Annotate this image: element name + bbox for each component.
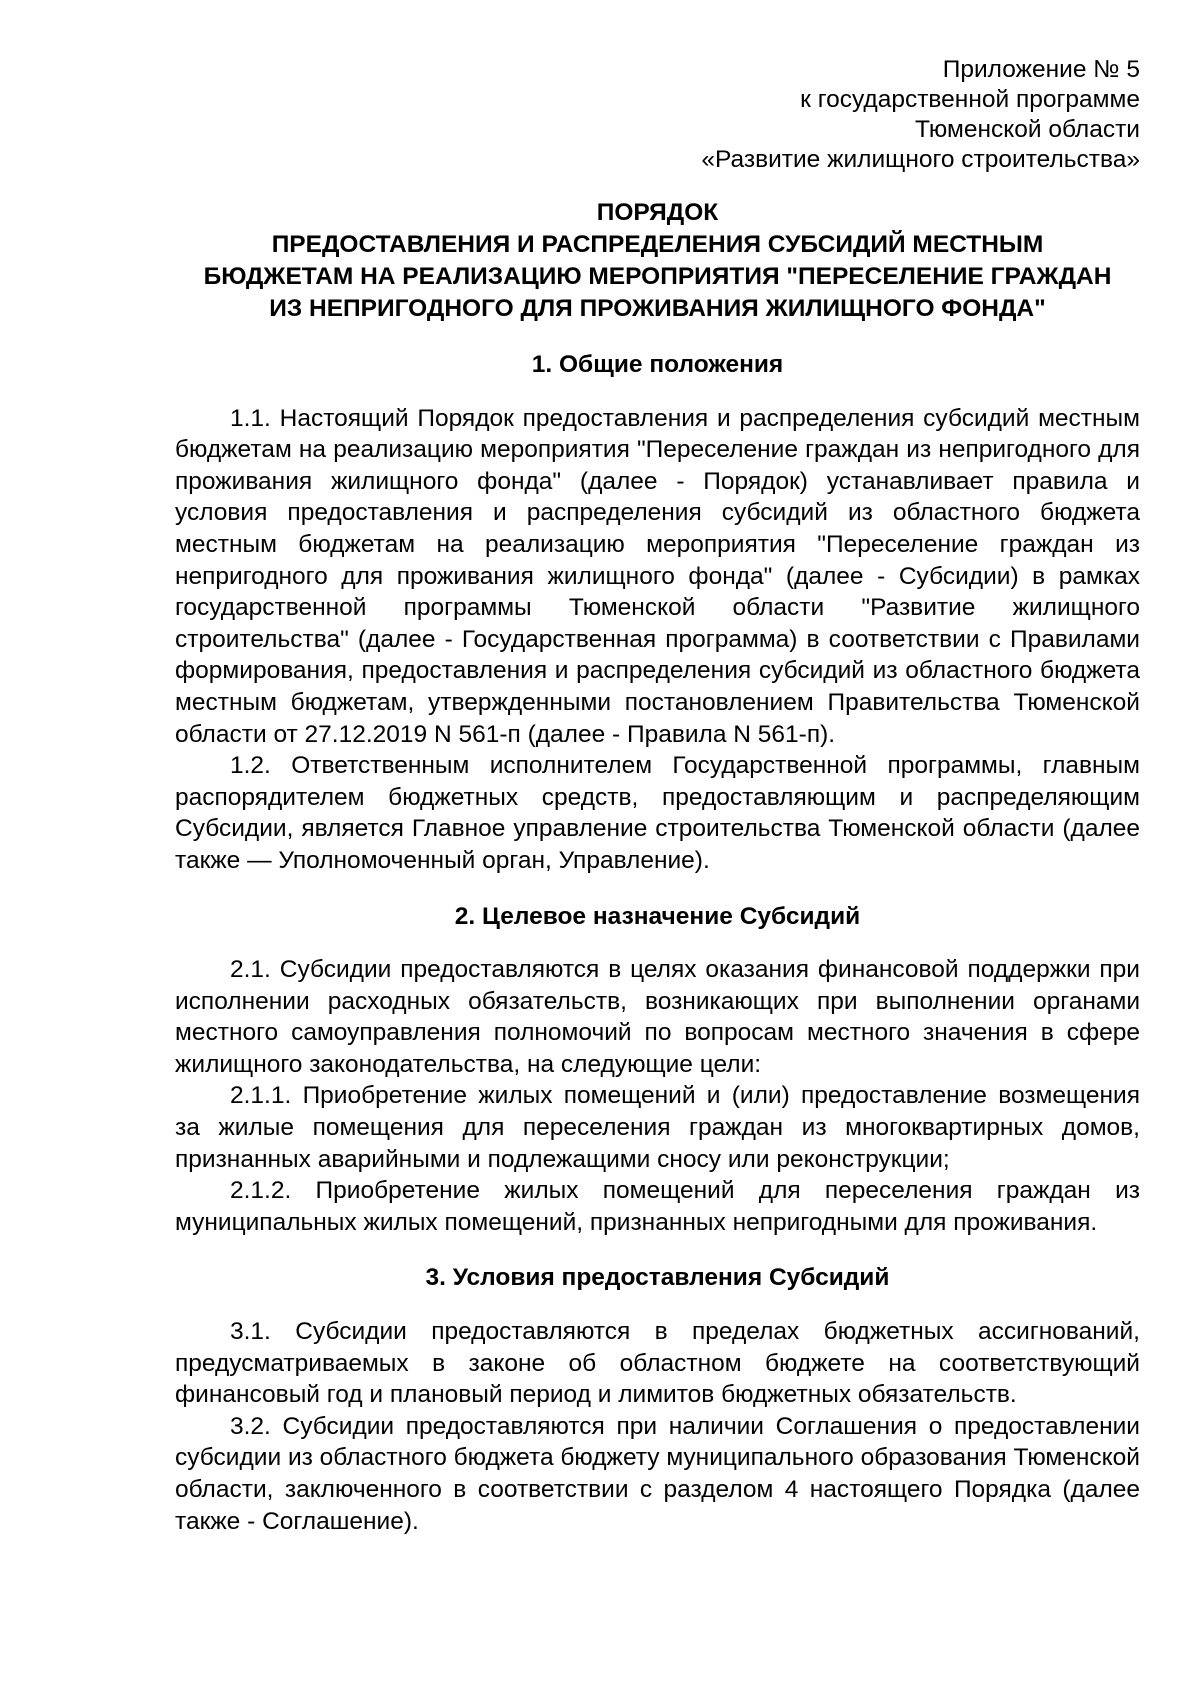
paragraph: 3.1. Субсидии предоставляются в пределах бюджетных ассигнований, предусматриваемых в законе об областном бюджете на соответствующий финансовый год и плановый период и лимитов бюджетных обязательств. [175, 1318, 1140, 1409]
paragraph: 1.1. Настоящий Порядок предоставления и распределения субсидий местным бюджетам на реализацию мероприятия "Переселение граждан из непригодного для проживания жилищного фонда" (далее - Порядок) устанавливает правила и условия предоставления и распределения субсидий из областного бюджета местным бюджетам на реализацию мероприятия "Переселение граждан из непригодного для проживания жилищного фонда" (далее - Субсидии) в рамках государственной программы Тюменской области "Развитие жилищного строительства" (далее - Государственная программа) в соответствии с Правилами формирования, предоставления и распределения субсидий из областного бюджета местным бюджетам, утвержденными постановлением Правительства Тюменской области от 27.12.2019 N 561-п (далее - Правила N 561-п). [175, 404, 1140, 748]
paragraph: 2.1. Субсидии предоставляются в целях оказания финансовой поддержки при исполнении расходных обязательств, возникающих при выполнении органами местного самоуправления полномочий по вопросам местного значения в сфере жилищного законодательства, на следующие цели: [175, 956, 1140, 1078]
document-page [175, 55, 1140, 1537]
document-title [175, 197, 1140, 325]
title-line: ИЗ НЕПРИГОДНОГО ДЛЯ ПРОЖИВАНИЯ ЖИЛИЩНОГО ФОНДА" [269, 295, 1046, 322]
section-heading: 2. Целевое назначение Субсидий [454, 902, 861, 930]
section-general [175, 349, 1140, 877]
appendix-line: «Развитие жилищного строительства» [701, 146, 1140, 173]
section-heading: 1. Общие положения [531, 351, 784, 378]
appendix-header [175, 55, 1140, 175]
paragraph: 2.1.2. Приобретение жилых помещений для переселения граждан из муниципальных жилых помещений, признанных непригодными для проживания. [175, 1177, 1140, 1236]
title-line: ПОРЯДОК [596, 199, 719, 226]
paragraph: 1.2. Ответственным исполнителем Государственной программы, главным распорядителем бюджетных средств, предоставляющим и распределяющим Субсидии, является Главное управление строительства Тюменской области (далее также — Уполномоченный орган, Управление). [175, 752, 1140, 874]
appendix-line: Тюменской области [915, 116, 1140, 143]
title-line: БЮДЖЕТАМ НА РЕАЛИЗАЦИЮ МЕРОПРИЯТИЯ "ПЕРЕСЕЛЕНИЕ ГРАЖДАН [203, 263, 1112, 290]
paragraph: 3.2. Субсидии предоставляются при наличии Соглашения о предоставлении субсидии из областного бюджета бюджету муниципального образования Тюменской области, заключенного в соответствии с разделом 4 настоящего Порядка (далее также - Соглашение). [175, 1412, 1140, 1535]
appendix-line: Приложение № 5 [942, 56, 1140, 83]
appendix-line: к государственной программе [800, 86, 1140, 113]
section-heading: 3. Условия предоставления Субсидий [425, 1264, 890, 1292]
title-line: ПРЕДОСТАВЛЕНИЯ И РАСПРЕДЕЛЕНИЯ СУБСИДИЙ МЕСТНЫМ [271, 231, 1044, 258]
section-conditions [175, 1262, 1140, 1537]
paragraph: 2.1.1. Приобретение жилых помещений и (или) предоставление возмещения за жилые помещения для переселения граждан из многоквартирных домов, признанных аварийными и подлежащими сносу или реконструкции; [175, 1082, 1140, 1173]
section-purpose [175, 901, 1140, 1239]
